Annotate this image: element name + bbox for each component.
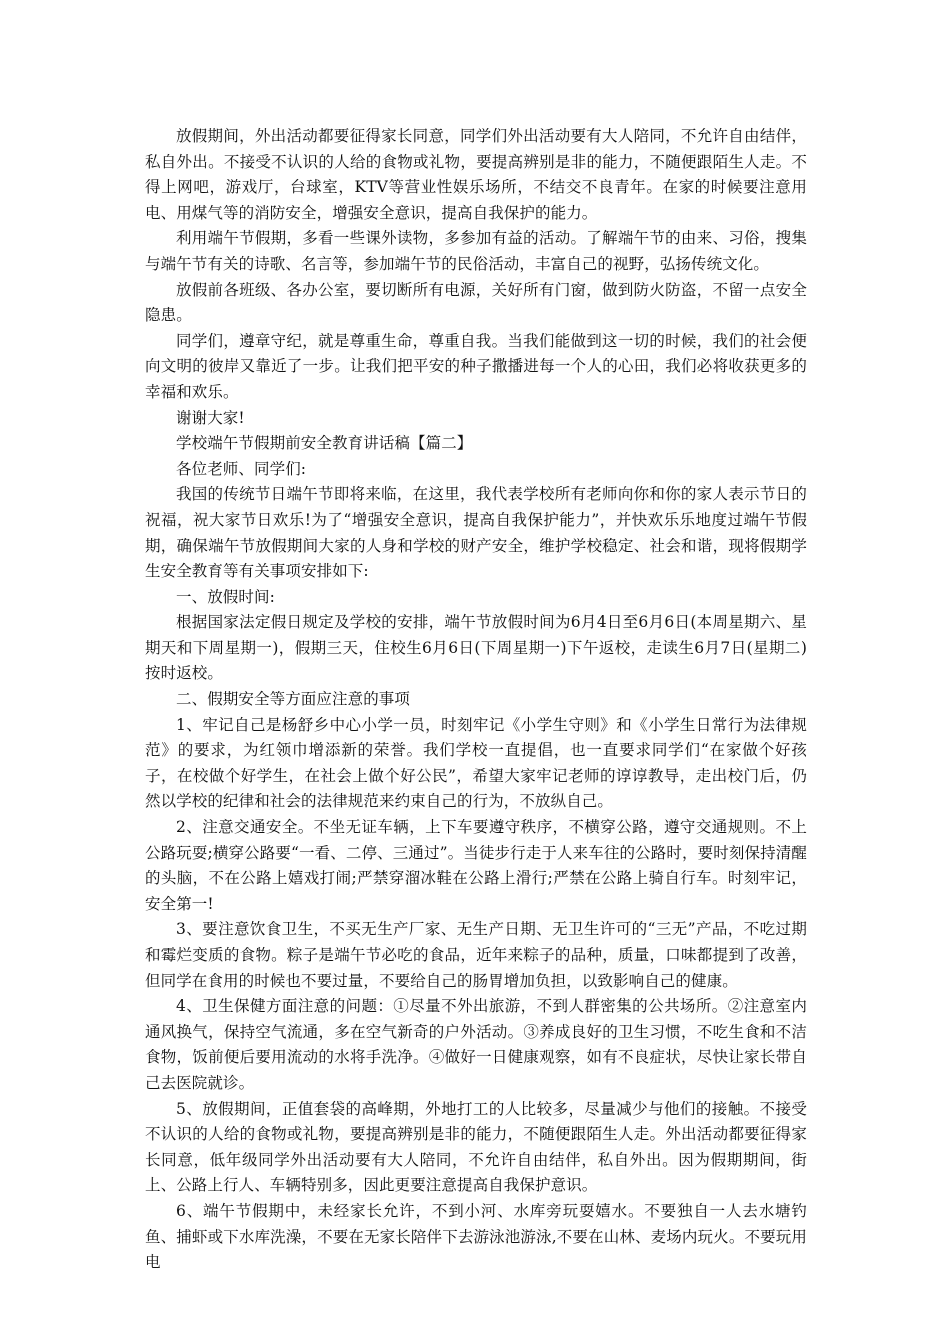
paragraph-activity-safety: 放假期间，外出活动都要征得家长同意，同学们外出活动要有大人陪同，不允许自由结伴，私自外出。不接受不认识的人给的食物或礼物，要提高辨别是非的能力，不随便跟陌生人走。不得上网吧，游戏厅，台球室，KTV等营业性娱乐场所，不结交不良青年。在家的时候要注意用电、用煤气等的消防安全，增强安全意识，提高自我保护的能力。 — [145, 127, 807, 222]
paragraph-conclusion: 同学们，遵章守纪，就是尊重生命，尊重自我。当我们能做到这一切的时候，我们的社会便向文明的彼岸又靠近了一步。让我们把平安的种子撒播进每一个人的心田，我们必将收获更多的幸福和欢乐。 — [145, 331, 807, 401]
item-2: 2、注意交通安全。不坐无证车辆，上下车要遵守秩序，不横穿公路，遵守交通规则。不上公路玩耍;横穿公路要“一看、二停、三通过”。当徒步行走于人来车往的公路时，要时刻保持清醒的头脑，不在公路上嬉戏打闹;严禁穿溜冰鞋在公路上滑行;严禁在公路上骑自行车。时刻牢记，安全第一! — [145, 818, 807, 913]
heading-safety-items: 二、假期安全等方面应注意的事项 — [176, 690, 411, 709]
item-5: 5、放假期间，正值套袋的高峰期，外地打工的人比较多，尽量减少与他们的接触。不接受不认识的人给的食物或礼物，要提高辨别是非的能力，不随便跟陌生人走。外出活动都要征得家长同意，低年级同学外出活动要有大人陪同，不允许自由结伴，私自外出。因为假期期间，街上、公路上行人、车辆特别多，因此更要注意提高自我保护意识。 — [145, 1099, 807, 1195]
item-6: 6、端午节假期中，未经家长允许，不到小河、水库旁玩耍嬉水。不要独自一人去水塘钓鱼、捕虾或下水库洗澡，不要在无家长陪伴下去游泳池游泳,不要在山林、麦场内玩火。不要玩用电 — [145, 1201, 807, 1272]
paragraph-office-safety: 放假前各班级、各办公室，要切断所有电源，关好所有门窗，做到防火防盗，不留一点安全隐患。 — [145, 280, 807, 325]
item-3: 3、要注意饮食卫生，不买无生产厂家、无生产日期、无卫生许可的“三无”产品，不吃过期和霉烂变质的食物。粽子是端午节必吃的食品，近年来粽子的品种，质量，口味都提到了改善，但同学在食用的时候也不要过量，不要给自己的肠胃增加负担，以致影响自己的健康。 — [145, 920, 807, 990]
document-body — [145, 124, 807, 1276]
paragraph-holiday-time: 根据国家法定假日规定及学校的安排，端午节放假时间为6月4日至6月6日(本周星期六、星期天和下周星期一)，假期三天，住校生6月6日(下周星期一)下午返校，走读生6月7日(星期二)按时返校。 — [145, 613, 807, 683]
paragraph-reading: 利用端午节假期，多看一些课外读物，多参加有益的活动。了解端午节的由来、习俗，搜集与端午节有关的诗歌、名言等，参加端午节的民俗活动，丰富自己的视野，弘扬传统文化。 — [145, 229, 807, 273]
section-title: 学校端午节假期前安全教育讲话稿【篇二】 — [176, 434, 473, 453]
heading-holiday-time: 一、放假时间: — [176, 587, 275, 606]
greeting: 各位老师、同学们: — [176, 459, 307, 478]
item-1: 1、牢记自己是杨舒乡中心小学一员，时刻牢记《小学生守则》和《小学生日常行为法律规范》的要求，为红领巾增添新的荣誉。我们学校一直提倡，也一直要求同学们“在家做个好孩子，在校做个好学生，在社会上做个好公民”，希望大家牢记老师的谆谆教导，走出校门后，仍然以学校的纪律和社会的法律规范来约束自己的行为，不放纵自己。 — [145, 715, 807, 811]
paragraph-thanks: 谢谢大家! — [176, 408, 245, 427]
paragraph-intro: 我国的传统节日端午节即将来临，在这里，我代表学校所有老师向你和你的家人表示节日的祝福，祝大家节日欢乐!为了“增强安全意识，提高自我保护能力”，并快欢乐乐地度过端午节假期，确保端午节放假期间大家的人身和学校的财产安全，维护学校稳定、社会和谐，现将假期学生安全教育等有关事项安排如下: — [145, 485, 807, 581]
item-4: 4、卫生保健方面注意的问题：①尽量不外出旅游，不到人群密集的公共场所。②注意室内通风换气，保持空气流通，多在空气新奇的户外活动。③养成良好的卫生习惯，不吃生食和不洁食物，饭前便后要用流动的水将手洗净。④做好一日健康观察，如有不良症状，尽快让家长带自己去医院就诊。 — [145, 997, 807, 1092]
